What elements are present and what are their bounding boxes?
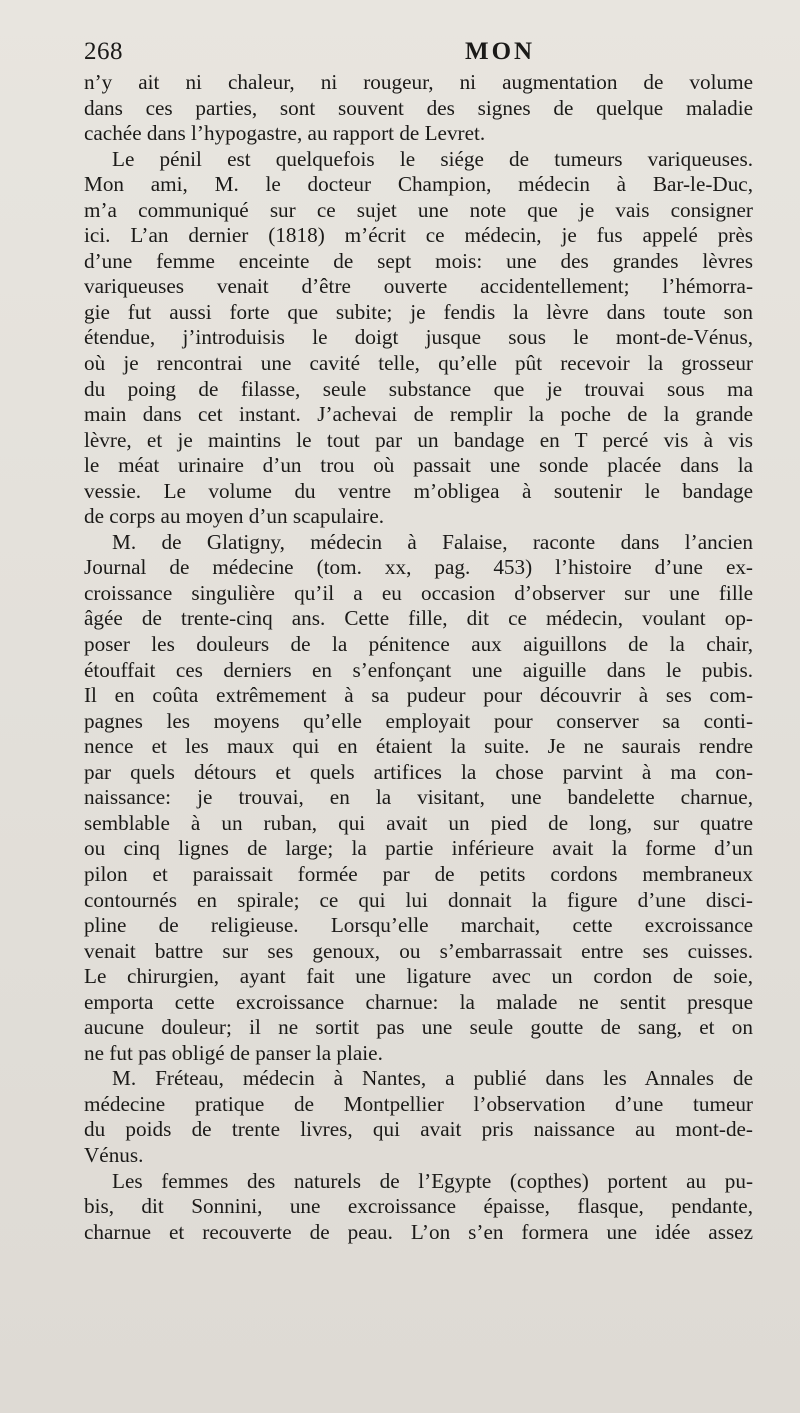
text-line: M. Fréteau, médecin à Nantes, a publié dans les Annales de bbox=[112, 1066, 753, 1091]
body-text bbox=[84, 70, 753, 1245]
text-line: Mon ami, M. le docteur Champion, médecin à Bar-le-Duc, bbox=[84, 172, 753, 197]
text-line: Les femmes des naturels de l’Egypte (copthes) portent au pu- bbox=[112, 1168, 753, 1193]
text-line: du poids de trente livres, qui avait pris naissance au mont-de- bbox=[84, 1117, 753, 1142]
text-line: venait battre sur ses genoux, ou s’embarrassait entre ses cuisses. bbox=[84, 938, 753, 963]
text-line: du poing de filasse, seule substance que je trouvai sous ma bbox=[84, 376, 753, 401]
text-line: de corps au moyen d’un scapulaire. bbox=[84, 504, 385, 529]
text-line: pline de religieuse. Lorsqu’elle marchait, cette excroissance bbox=[84, 913, 753, 938]
text-line: emporta cette excroissance charnue: la malade ne sentit presque bbox=[84, 989, 753, 1014]
text-line: cachée dans l’hypogastre, au rapport de Levret. bbox=[84, 121, 486, 146]
text-line: médecine pratique de Montpellier l’observation d’une tumeur bbox=[84, 1091, 753, 1116]
text-line: Vénus. bbox=[84, 1142, 144, 1167]
text-line: dans ces parties, sont souvent des signes de quelque maladie bbox=[84, 95, 753, 120]
text-line: lèvre, et je maintins le tout par un bandage en T percé vis à vis bbox=[84, 427, 753, 452]
text-line: contournés en spirale; ce qui lui donnait la figure d’une disci- bbox=[84, 887, 753, 912]
text-line: Journal de médecine (tom. xx, pag. 453) l’histoire d’une ex- bbox=[84, 555, 753, 580]
running-head: MON bbox=[465, 38, 536, 65]
text-line: gie fut aussi forte que subite; je fendis la lèvre dans toute son bbox=[84, 299, 753, 324]
text-line: d’une femme enceinte de sept mois: une des grandes lèvres bbox=[84, 248, 753, 273]
text-line: étouffait ces derniers en s’enfonçant une aiguille dans le pubis. bbox=[84, 657, 753, 682]
text-line: ne fut pas obligé de panser la plaie. bbox=[84, 1040, 383, 1065]
text-line: pilon et paraissait formée par de petits cordons membraneux bbox=[84, 861, 753, 886]
text-line: ici. L’an dernier (1818) m’écrit ce médecin, je fus appelé près bbox=[84, 223, 753, 248]
text-line: Le chirurgien, ayant fait une ligature avec un cordon de soie, bbox=[84, 964, 753, 989]
text-line: le méat urinaire d’un trou où passait une sonde placée dans la bbox=[84, 453, 753, 478]
text-line: variqueuses venait d’être ouverte accidentellement; l’hémorra- bbox=[84, 274, 753, 299]
text-line: n’y ait ni chaleur, ni rougeur, ni augmentation de volume bbox=[84, 70, 753, 94]
text-line: étendue, j’introduisis le doigt jusque sous le mont-de-Vénus, bbox=[84, 325, 753, 350]
text-line: croissance singulière qu’il a eu occasion d’observer sur une fille bbox=[84, 580, 753, 605]
text-line: Il en coûta extrêmement à sa pudeur pour découvrir à ses com- bbox=[84, 683, 753, 708]
text-line: ou cinq lignes de large; la partie inférieure avait la forme d’un bbox=[84, 836, 753, 861]
text-line: âgée de trente-cinq ans. Cette fille, dit ce médecin, voulant op- bbox=[84, 606, 753, 631]
page-header bbox=[84, 38, 754, 72]
text-line: main dans cet instant. J’achevai de remplir la poche de la grande bbox=[84, 402, 753, 427]
text-line: charnue et recouverte de peau. L’on s’en formera une idée assez bbox=[84, 1219, 753, 1244]
text-line: aucune douleur; il ne sortit pas une seule goutte de sang, et on bbox=[84, 1015, 753, 1040]
text-line: pagnes les moyens qu’elle employait pour conserver sa conti- bbox=[84, 708, 753, 733]
text-line: vessie. Le volume du ventre m’obligea à soutenir le bandage bbox=[84, 478, 753, 503]
text-line: nence et les maux qui en étaient la suite. Je ne saurais rendre bbox=[84, 734, 753, 759]
text-line: par quels détours et quels artifices la chose parvint à ma con- bbox=[84, 759, 753, 784]
text-line: poser les douleurs de la pénitence aux aiguillons de la chair, bbox=[84, 632, 753, 657]
text-line: Le pénil est quelquefois le siége de tumeurs variqueuses. bbox=[112, 146, 753, 171]
text-line: M. de Glatigny, médecin à Falaise, raconte dans l’ancien bbox=[112, 529, 753, 554]
text-line: semblable à un ruban, qui avait un pied de long, sur quatre bbox=[84, 810, 753, 835]
text-line: bis, dit Sonnini, une excroissance épaisse, flasque, pendante, bbox=[84, 1194, 753, 1219]
text-line: m’a communiqué sur ce sujet une note que je vais consigner bbox=[84, 197, 753, 222]
text-line: naissance: je trouvai, en la visitant, une bandelette charnue, bbox=[84, 785, 753, 810]
text-line: où je rencontrai une cavité telle, qu’elle pût recevoir la grosseur bbox=[84, 351, 753, 376]
page-number: 268 bbox=[84, 38, 123, 65]
